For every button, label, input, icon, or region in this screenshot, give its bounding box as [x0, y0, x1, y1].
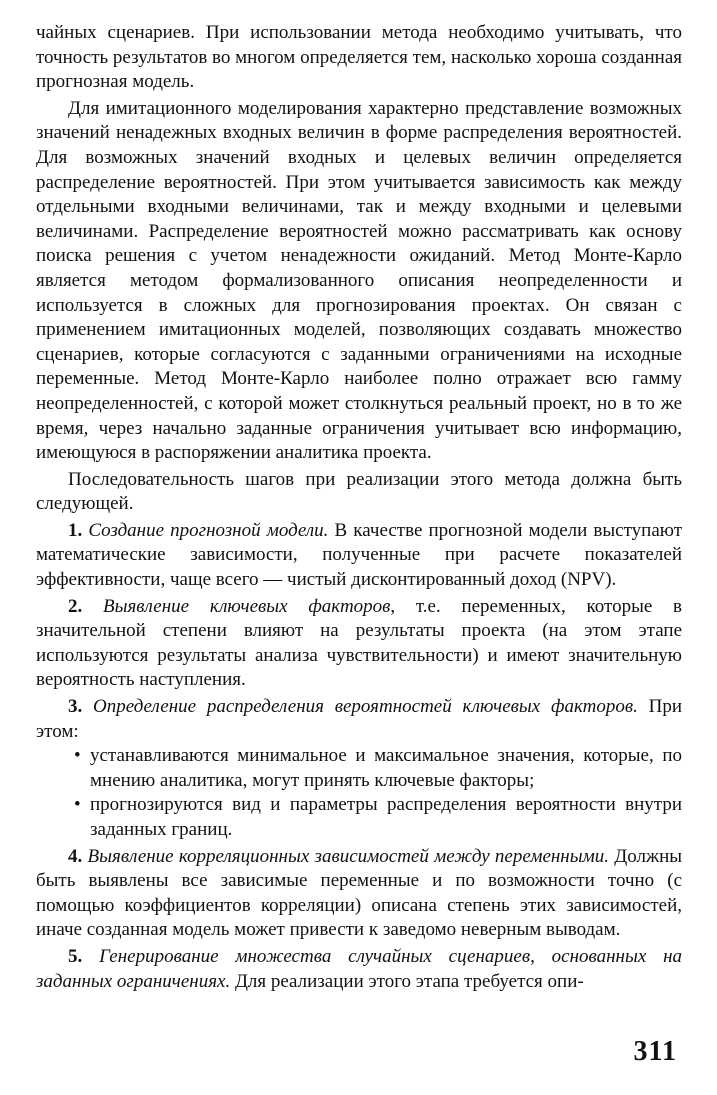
- bullet-list: [36, 744, 682, 842]
- bullet-marker: •: [74, 794, 81, 816]
- step-1: [36, 519, 682, 593]
- page-number: 311: [633, 1036, 677, 1067]
- step-number: 3.: [68, 696, 83, 718]
- bullet-text: устанавливаются минимальное и максимальное значения, которые, по мнению аналитика, могут принять ключевые факторы;: [90, 745, 682, 791]
- step-2: [36, 595, 682, 693]
- page-body: [36, 21, 682, 994]
- bullet-item: [36, 793, 682, 842]
- step-title: Генерирование множества случайных сценариев, основанных на заданных ограничениях.: [36, 945, 682, 992]
- step-number: 4.: [68, 845, 83, 867]
- step-4: [36, 845, 682, 943]
- step-text: В качестве прогнозной модели выступают математические зависимости, полученные при расчете показателей эффективности, чаще всего — чистый дисконтированный доход (NPV).: [36, 519, 682, 591]
- step-title: Создание прогнозной модели.: [88, 519, 329, 541]
- step-number: 2.: [68, 595, 83, 617]
- step-number: 1.: [68, 519, 83, 541]
- step-number: 5.: [68, 945, 83, 967]
- step-title: Выявление корреляционных зависимостей между переменными.: [87, 845, 609, 867]
- bullet-marker: •: [74, 745, 81, 767]
- step-title: Определение распределения вероятностей ключевых факторов.: [93, 696, 638, 718]
- step-text: Для реализации этого этапа требуется опи-: [230, 970, 584, 992]
- step-text: При этом:: [36, 696, 682, 742]
- paragraph-simulation-modeling: Для имитационного моделирования характерно представление возможных значений ненадежных входных величин в форме распределения вероятностей. Для возможных значений входных и целевых величин определяется распределение вероятностей. При этом учитывается зависимость как между отдельными входными величинами, так и между входными и целевыми величинами. Распределение вероятностей можно рассматривать как основу поиска решения с учетом ненадежности ожиданий. Метод Монте-Карло является методом формализованного описания неопределенности и используется в сложных для прогнозирования проектах. Он связан с применением имитационных моделей, позволяющих создавать множество сценариев, которые согласуются с заданными ограничениями на исходные переменные. Метод Монте-Карло наиболее полно отражает всю гамму неопределенностей, с которой может столкнуться реальный проект, но в то же время, через начально заданные ограничения учитывает всю информацию, имеющуюся в распоряжении аналитика проекта.: [36, 97, 682, 464]
- step-text: , т.е. переменных, которые в значительной степени влияют на результаты проекта (на этом этапе используются результаты анализа чувствительности) и имеют значительную вероятность наступления.: [36, 595, 683, 691]
- step-5: [36, 945, 682, 994]
- bullet-text: прогнозируются вид и параметры распределения вероятности внутри заданных границ.: [90, 794, 682, 840]
- step-text: Должны быть выявлены все зависимые переменные и по возможности точно (с помощью коэффициентов корреляции) описана степень этих зависимостей, иначе созданная модель может привести к заведомо неверным выводам.: [36, 845, 682, 941]
- step-3: [36, 695, 682, 744]
- paragraph-continuation: чайных сценариев. При использовании метода необходимо учитывать, что точность результатов во многом определяется тем, насколько хороша созданная прогнозная модель.: [36, 22, 682, 93]
- step-title: Выявление ключевых факторов: [103, 595, 391, 617]
- paragraph-steps-intro: Последовательность шагов при реализации этого метода должна быть следующей.: [36, 468, 682, 515]
- bullet-item: [36, 744, 682, 793]
